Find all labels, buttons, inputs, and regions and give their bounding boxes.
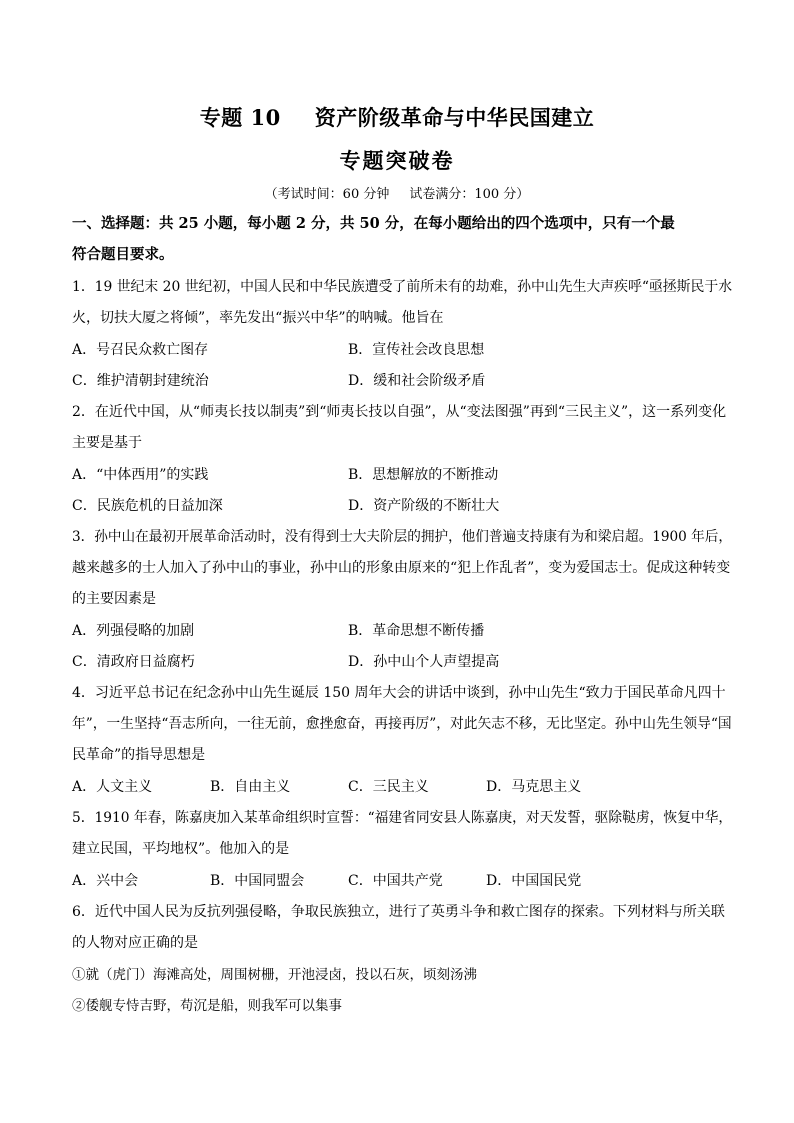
exam-info — [0, 183, 794, 202]
question-6-line-1: 6．近代中国人民为反抗列强侵略，争取民族独立，进行了英勇斗争和救亡图存的探索。下列材料与所关联 — [72, 904, 725, 920]
question-4-line-1: 4．习近平总书记在纪念孙中山先生诞辰 150 周年大会的讲话中谈到，孙中山先生“致力于国民革命凡四十 — [72, 685, 726, 701]
exam-time: （考试时间：60 分钟 — [264, 187, 390, 202]
question-2-option-b: B．思想解放的不断推动 — [348, 467, 499, 483]
question-3-option-b: B．革命思想不断传播 — [348, 623, 485, 639]
section-heading-line-1: 一、选择题：共 25 小题，每小题 2 分，共 50 分，在每小题给出的四个选项中，只有一个最 — [72, 215, 675, 232]
exam-score: 试卷满分：100 分） — [409, 187, 530, 202]
question-3-line-1: 3．孙中山在最初开展革命活动时，没有得到士大夫阶层的拥护，他们普遍支持康有为和梁启超。1900 年后， — [72, 529, 732, 545]
question-4-option-c: C．三民主义 — [348, 779, 429, 795]
section-heading-line-2: 符合题目要求。 — [72, 246, 174, 263]
question-3-option-a: A．列强侵略的加剧 — [72, 623, 195, 639]
question-1-line-1: 1．19 世纪末 20 世纪初，中国人民和中华民族遭受了前所未有的劫难，孙中山先生大声疾呼“亟拯斯民于水 — [72, 279, 733, 295]
question-5-option-a: A．兴中会 — [72, 873, 139, 889]
question-4-option-a: A．人文主义 — [72, 779, 153, 795]
question-4-option-b: B．自由主义 — [210, 779, 291, 795]
question-5-line-1: 5．1910 年春，陈嘉庚加入某革命组织时宣誓：“福建省同安县人陈嘉庚，对天发誓，驱除鞑虏，恢复中华， — [72, 810, 733, 826]
question-3-line-2: 越来越多的士人加入了孙中山的事业，孙中山的形象由原来的“犯上作乱者”，变为爱国志士。促成这种转变 — [72, 560, 731, 576]
question-2-option-c: C．民族危机的日益加深 — [72, 498, 223, 514]
question-3-line-3: 的主要因素是 — [72, 591, 156, 607]
question-3-option-c: C．清政府日益腐朽 — [72, 654, 195, 670]
question-4-line-3: 民革命”的指导思想是 — [72, 747, 206, 763]
page-title — [0, 102, 794, 132]
question-1-option-a: A．号召民众救亡图存 — [72, 342, 209, 358]
question-6-line-2: 的人物对应正确的是 — [72, 935, 198, 951]
question-2-line-2: 主要是基于 — [72, 435, 142, 451]
question-3-option-d: D．孙中山个人声望提高 — [348, 654, 500, 670]
question-1-option-c: C．维护清朝封建统治 — [72, 373, 209, 389]
page-subtitle: 专题突破卷 — [339, 148, 455, 173]
question-1-option-d: D．缓和社会阶级矛盾 — [348, 373, 486, 389]
question-4-option-d: D．马克思主义 — [486, 779, 582, 795]
question-6-material-2: ②倭舰专恃吉野，苟沉是船，则我军可以集事 — [72, 998, 342, 1014]
question-2-line-1: 2．在近代中国，从“师夷长技以制夷”到“师夷长技以自强”，从“变法图强”再到“三民主义”，这一系列变化 — [72, 404, 727, 420]
question-4-line-2: 年”，一生坚持“吾志所向，一往无前，愈挫愈奋，再接再厉”，对此矢志不移，无比坚定。孙中山先生领导“国 — [72, 716, 732, 732]
question-1-line-2: 火，切扶大厦之将倾”，率先发出“振兴中华”的呐喊。他旨在 — [72, 310, 444, 326]
question-6-material-1: ①就（虎门）海滩高处，周围树栅，开池浸卤，投以石灰，顷刻汤沸 — [72, 967, 477, 983]
question-1-option-b: B．宣传社会改良思想 — [348, 342, 485, 358]
question-2-option-d: D．资产阶级的不断壮大 — [348, 498, 500, 514]
question-5-option-b: B．中国同盟会 — [210, 873, 305, 889]
question-5-option-c: C．中国共产党 — [348, 873, 443, 889]
question-2-option-a: A．“中体西用”的实践 — [72, 467, 209, 483]
question-5-option-d: D．中国国民党 — [486, 873, 582, 889]
title-main: 资产阶级革命与中华民国建立 — [314, 105, 595, 130]
question-5-line-2: 建立民国，平均地权”。他加入的是 — [72, 841, 290, 857]
title-prefix: 专题 10 — [199, 105, 281, 130]
